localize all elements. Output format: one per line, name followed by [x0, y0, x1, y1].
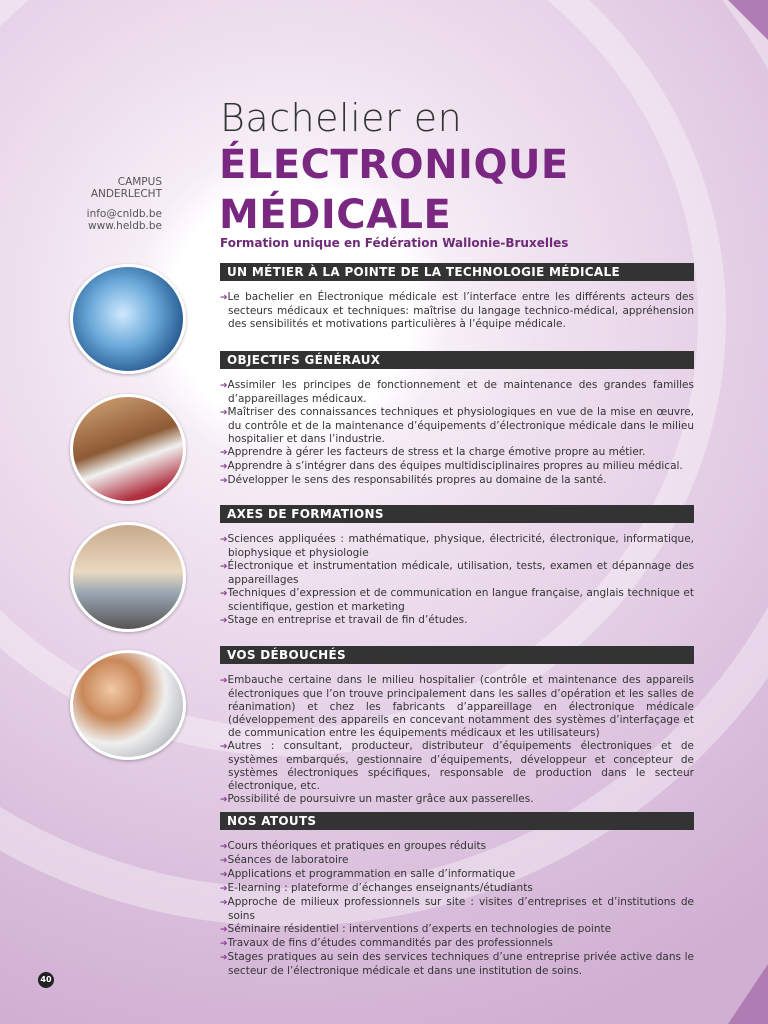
- section-list: [220, 840, 694, 978]
- arrow-icon: ➔: [220, 476, 228, 486]
- section-debouches: [220, 646, 694, 807]
- list-item: ➔Autres : consultant, producteur, distributeur d’équipements électroniques et de systèmes embarqués, gestionnaire d’équipements, développeur et concepteur de systèmes électroniques spécifiques, responsable de production dans le secteur électronique, etc.: [220, 740, 694, 792]
- arrow-icon: ➔: [220, 676, 228, 686]
- list-item: ➔Séminaire résidentiel : interventions d’experts en technologies de pointe: [220, 923, 612, 935]
- list-item: ➔Électronique et instrumentation médicale, utilisation, tests, examen et dépannage des appareillages: [220, 560, 694, 586]
- arrow-icon: ➔: [220, 953, 228, 963]
- arrow-icon: ➔: [220, 842, 228, 852]
- arrow-icon: ➔: [220, 535, 228, 545]
- title-line-2: MÉDICALE: [219, 192, 452, 238]
- list-item: ➔Stage en entreprise et travail de fin d’études.: [220, 614, 468, 626]
- section-list: [220, 674, 694, 807]
- section-objectifs: [220, 351, 694, 488]
- arrow-icon: ➔: [220, 856, 228, 866]
- photo-students-working: [70, 650, 186, 760]
- list-item: ➔Techniques d’expression et de communication en langue française, anglais technique et scientifique, gestion et marketing: [220, 587, 694, 613]
- list-item: ➔Travaux de fins d’études commandités par des professionnels: [220, 937, 553, 949]
- title-line-1: ÉLECTRONIQUE: [219, 142, 569, 188]
- arrow-icon: ➔: [220, 795, 228, 805]
- corner-accent-top: [728, 0, 768, 40]
- list-item: ➔Stages pratiques au sein des services techniques d’une entreprise privée active dans le secteur de l’électronique médicale et dans une institution de soins.: [220, 951, 694, 977]
- arrow-icon: ➔: [220, 742, 228, 752]
- arrow-icon: ➔: [220, 293, 228, 303]
- section-axes: [220, 505, 694, 628]
- arrow-icon: ➔: [220, 408, 228, 418]
- section-list: [220, 379, 694, 488]
- campus-name: ANDERLECHT: [90, 188, 162, 200]
- section-metier: [220, 263, 694, 331]
- arrow-icon: ➔: [220, 562, 228, 572]
- arrow-icon: ➔: [220, 462, 228, 472]
- photo-laboratory: [70, 522, 186, 632]
- arrow-icon: ➔: [220, 925, 228, 935]
- section-heading: OBJECTIFS GÉNÉRAUX: [220, 351, 694, 369]
- contact-website[interactable]: www.heldb.be: [88, 220, 162, 232]
- list-item: ➔Développer le sens des responsabilités propres au domaine de la santé.: [220, 474, 607, 486]
- contact-block: [60, 208, 162, 232]
- subtitle: Formation unique en Fédération Wallonie-Bruxelles: [220, 236, 569, 250]
- list-item: ➔Maîtriser des connaissances techniques et physiologiques en vue de la mise en œuvre, du contrôle et de la maintenance d’équipements d’électronique médicale dans le milieu hospitalier et dans l’industrie.: [220, 406, 694, 445]
- arrow-icon: ➔: [220, 616, 228, 626]
- list-item: ➔Cours théoriques et pratiques en groupes réduits: [220, 840, 487, 852]
- arrow-icon: ➔: [220, 898, 228, 908]
- list-item: ➔Embauche certaine dans le milieu hospitalier (contrôle et maintenance des appareils électroniques que l’on trouve principalement dans les salles d’opération et les salles de réanimation) et chez les fabricants d’appareillage en électronique médicale (développement des appareils en concevant notamment des systèmes d’interfaçage et de communication entre les équipements médicaux et les utilisateurs): [220, 674, 694, 739]
- arrow-icon: ➔: [220, 448, 228, 458]
- photo-student-soldering: [70, 394, 186, 504]
- list-item: ➔Assimiler les principes de fonctionnement et de maintenance des grandes familles d’appareillages médicaux.: [220, 379, 694, 405]
- section-heading: UN MÉTIER À LA POINTE DE LA TECHNOLOGIE MÉDICALE: [220, 263, 694, 281]
- list-item: ➔Séances de laboratoire: [220, 854, 349, 866]
- list-item: ➔Apprendre à s’intégrer dans des équipes multidisciplinaires propres au milieu médical.: [220, 460, 683, 472]
- section-heading: NOS ATOUTS: [220, 812, 694, 830]
- campus-block: [60, 176, 162, 200]
- arrow-icon: ➔: [220, 939, 228, 949]
- photo-digital-head: [70, 264, 186, 374]
- section-atouts: [220, 812, 694, 978]
- corner-accent-bottom: [728, 964, 768, 1024]
- list-item: ➔E-learning : plateforme d’échanges enseignants/étudiants: [220, 882, 533, 894]
- section-heading: VOS DÉBOUCHÉS: [220, 646, 694, 664]
- arrow-icon: ➔: [220, 870, 228, 880]
- arrow-icon: ➔: [220, 884, 228, 894]
- section-list: [220, 291, 694, 331]
- contact-email[interactable]: info@cnldb.be: [86, 208, 162, 220]
- list-item: ➔Le bachelier en Électronique médicale est l’interface entre les différents acteurs des secteurs médicaux et techniques: maîtrise du langage technico-médical, appréhension des sensibilités et motivations particulières à l’équipe médicale.: [220, 291, 694, 330]
- campus-label: CAMPUS: [117, 176, 162, 188]
- page-number: 40: [38, 972, 54, 988]
- arrow-icon: ➔: [220, 589, 228, 599]
- list-item: ➔Sciences appliquées : mathématique, physique, électricité, électronique, informatique, biophysique et physiologie: [220, 533, 694, 559]
- list-item: ➔Possibilité de poursuivre un master grâce aux passerelles.: [220, 793, 534, 805]
- section-list: [220, 533, 694, 628]
- list-item: ➔Apprendre à gérer les facteurs de stress et la charge émotive propre au métier.: [220, 446, 646, 458]
- section-heading: AXES DE FORMATIONS: [220, 505, 694, 523]
- arrow-icon: ➔: [220, 381, 228, 391]
- title-prefix: Bachelier en: [220, 96, 463, 140]
- list-item: ➔Approche de milieux professionnels sur site : visites d’entreprises et d’institutions de soins: [220, 896, 694, 922]
- list-item: ➔Applications et programmation en salle d’informatique: [220, 868, 516, 880]
